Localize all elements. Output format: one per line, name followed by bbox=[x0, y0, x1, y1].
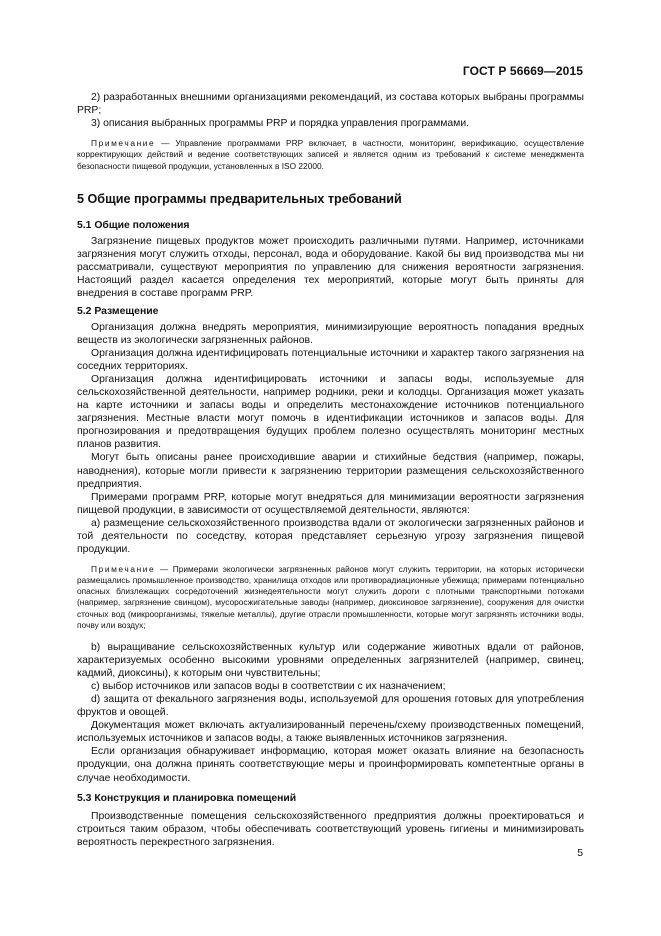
list-item-2: 2) разработанных внешними организациями рекомендаций, из состава которых выбраны программы PRP; bbox=[77, 92, 584, 117]
section-5-3-title: 5.3 Конструкция и планировка помещений bbox=[77, 792, 297, 804]
section-5-2-paragraph-4: Могут быть описаны ранее происходившие аварии и стихийные бедствия (например, пожары, наводнения), которые могли привести к загрязнению территории размещения сельскохозяйственного предприятия. bbox=[77, 452, 584, 490]
list-item-d: d) защита от фекального загрязнения воды, используемой для орошения готовых для употребления фруктов и овощей. bbox=[77, 694, 584, 719]
page-content bbox=[77, 91, 584, 849]
section-5-2-paragraph-2: Организация должна идентифицировать потенциальные источники и характер такого загрязнения на соседних территориях. bbox=[77, 348, 584, 373]
section-5-2-title: 5.2 Размещение bbox=[77, 305, 159, 317]
section-5-2-paragraph-5: Примерами программ PRP, которые могут внедряться для минимизации вероятности загрязнения пищевой продукции, в зависимости от осуществляемой деятельности, являются: bbox=[77, 491, 584, 516]
list-item-b: b) выращивание сельскохозяйственных культур или содержание животных вдали от районов, характеризуемых особенно высокими уровнями определенных загрязнителей (например, свинец, кадмий, диоксины), к которым они чувствительны; bbox=[77, 642, 584, 680]
section-5-2-paragraph-1: Организация должна внедрять мероприятия, минимизирующие вероятность попадания вредных веществ из экологически загрязненных районов. bbox=[77, 321, 584, 347]
note-1 bbox=[77, 138, 584, 172]
document-header: ГОСТ Р 56669—2015 bbox=[462, 64, 583, 78]
section-5-2-paragraph-6: Документация может включать актуализированный перечень/схему производственных помещений, используемых источников и запасов воды, а также выявленных источников загрязнения. bbox=[77, 720, 584, 745]
section-5-2-paragraph-3: Организация должна идентифицировать источники и запасы воды, используемые для сельскохозяйственной деятельности, например родники, реки и колодцы. Организация может указать на карте источники и запасы воды и определить местонахождение источников потенциального загрязнения. Местные власти могут помочь в идентификации источников и запасов воды. Для прогнозирования и предотвращения будущих проблем полезно осуществлять мониторинг местных планов развития. bbox=[77, 374, 584, 451]
section-5-3-paragraph-1: Производственные помещения сельскохозяйственного предприятия должны проектироваться и строиться таким образом, чтобы обеспечивать соответствующий уровень гигиены и минимизировать вероятность перекрестного загрязнения. bbox=[77, 810, 584, 848]
page-number: 5 bbox=[577, 848, 583, 859]
list-item-a: а) размещение сельскохозяйственного производства вдали от экологически загрязненных районов и той деятельности по соседству, которая представляет серьезную угрозу загрязнения пищевой продукции. bbox=[77, 517, 584, 555]
note-1-label: Примечание bbox=[91, 138, 156, 149]
section-5-1-title: 5.1 Общие положения bbox=[77, 219, 190, 231]
note-2-text: — Примерами экологически загрязненных районов могут служить территории, на которых исторически размещались промышленное производство, хранилища отходов или противорадиационные убежища; примерами потенциально опасных близлежащих сосредоточений жизнедеятельности могут служить дороги с плотными транспортными потоками (например, загрязнение свинцом), мусоросжигательные заводы (например, диоксиновое загрязнение), сооружения для очистки сточных вод (микроорганизмы, тяжелые металлы), другие отрасли промышленности, которые могут загрязнять источники воды, почву или воздух; bbox=[77, 563, 584, 630]
note-2 bbox=[77, 564, 584, 631]
list-item-3: 3) описания выбранных программы PRP и порядка управления программами. bbox=[91, 118, 470, 130]
section-5-title: 5 Общие программы предварительных требований bbox=[77, 191, 402, 206]
section-5-2-paragraph-7: Если организация обнаруживает информацию, которая может оказать влияние на безопасность продукции, она должна принять соответствующие меры и проинформировать компетентные органы в случае необходимости. bbox=[77, 746, 584, 784]
note-2-label: Примечание bbox=[91, 563, 156, 574]
note-1-text: — Управление программами PRP включает, в частности, мониторинг, верификацию, осуществление корректирующих действий и ведение соответствующих записей и является одним из требований к системе менеджмента безопасности пищевой продукции, установленных в ISO 22000. bbox=[77, 138, 584, 171]
list-item-c: c) выбор источников или запасов воды в соответствии с их назначением; bbox=[91, 681, 446, 693]
section-5-1-paragraph-1: Загрязнение пищевых продуктов может происходить различными путями. Например, источниками загрязнения могут служить отходы, персонал, вода и оборудование. Какой бы вид производства мы ни рассматривали, существуют мероприятия по управлению для снижения вероятности загрязнения. Настоящий раздел касается определения тех мероприятий, которые могут быть приняты для внедрения в составе программ PRP. bbox=[77, 235, 584, 299]
